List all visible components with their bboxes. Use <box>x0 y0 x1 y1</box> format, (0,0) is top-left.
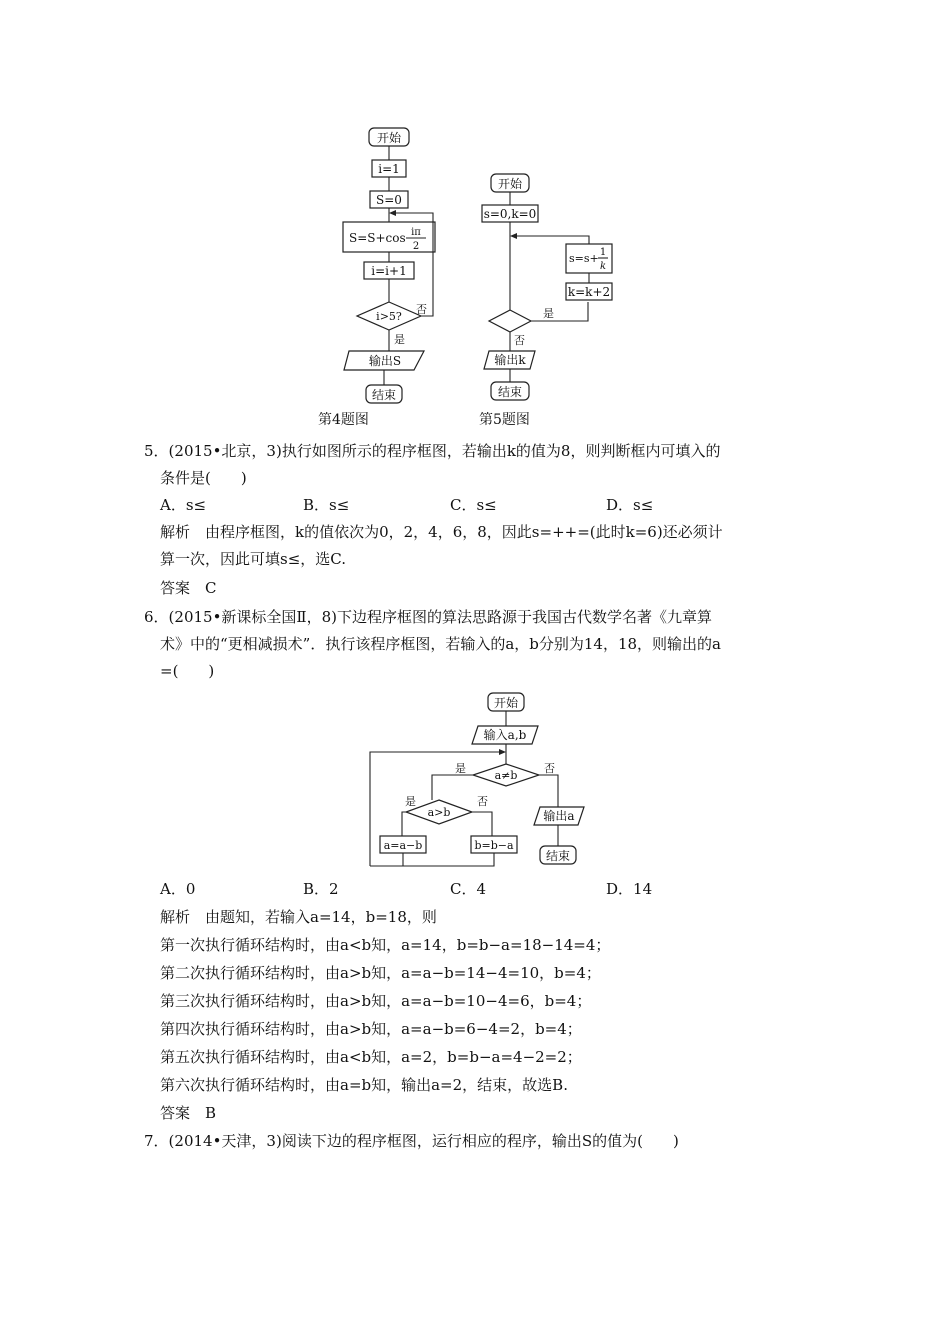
fig5-no-label: 否 <box>514 334 525 347</box>
fig4-flowchart <box>343 128 435 403</box>
q6-no2-label: 否 <box>477 795 488 808</box>
q5-option-c: C．s≤ <box>450 496 497 514</box>
fig4-i-inc-text: i=i+1 <box>371 264 407 278</box>
q6-option-c: C．4 <box>450 880 487 898</box>
q6-start-text: 开始 <box>493 696 519 710</box>
q5-option-d: D．s≤ <box>606 496 654 514</box>
q6-option-a: A．0 <box>160 880 196 898</box>
fig5-init-text: s=0,k=0 <box>483 207 537 221</box>
q6-stem-line1: 6．(2015•新课标全国Ⅱ，8)下边程序框图的算法思路源于我国古代数学名著《九章算 <box>144 608 713 626</box>
q5-option-a: A．s≤ <box>160 496 207 514</box>
q6-analysis-intro: 解析 由题知，若输入a=14，b=18，则 <box>160 908 437 926</box>
fig4-end-text: 结束 <box>371 388 397 402</box>
q6-answer: 答案 B <box>160 1104 217 1122</box>
q7-stem-line1: 7．(2014•天津，3)阅读下边的程序框图，运行相应的程序，输出S的值为( ) <box>144 1132 679 1150</box>
q6-yes2-label: 是 <box>405 795 416 808</box>
q6-step-3: 第三次执行循环结构时，由a>b知，a=a−b=10−4=6，b=4； <box>160 992 592 1010</box>
q6-option-b: B．2 <box>303 880 339 898</box>
q5-option-b: B．s≤ <box>303 496 350 514</box>
q6-step-2: 第二次执行循环结构时，由a>b知，a=a−b=14−4=10，b=4； <box>160 964 601 982</box>
q5-stem-line2: 条件是( ) <box>160 469 247 487</box>
q6-input-text: 输入a,b <box>483 728 527 742</box>
fig5-flowchart <box>482 174 612 400</box>
q6-assign-a-text: a=a−b <box>383 839 423 852</box>
q6-flowchart <box>360 688 600 870</box>
flowchart-fig4-fig5 <box>0 0 950 440</box>
fig4-caption: 第4题图 <box>318 412 369 428</box>
fig5-caption: 第5题图 <box>479 412 530 428</box>
fig4-start-text: 开始 <box>376 131 402 145</box>
q6-stem-line2: 术》中的“更相减损术”．执行该程序框图，若输入的a，b分别为14，18，则输出的a <box>160 635 722 653</box>
fig5-s-update-text: s=s+ <box>569 252 599 265</box>
fig4-s-update-text: S=S+cos <box>349 231 406 245</box>
fig4-yes-label: 是 <box>394 333 405 346</box>
fig5-yes-label: 是 <box>543 307 554 320</box>
fig4-output-text: 输出S <box>368 354 402 368</box>
fig5-frac-num: 1 <box>599 247 607 258</box>
q6-stem-line3: =( ) <box>160 662 215 680</box>
fig5-end-text: 结束 <box>497 385 523 399</box>
q6-step-4: 第四次执行循环结构时，由a>b知，a=a−b=6−4=2，b=4； <box>160 1020 582 1038</box>
q6-option-d: D．14 <box>606 880 653 898</box>
fig5-k-inc-text: k=k+2 <box>567 285 611 299</box>
fig4-i-init-text: i=1 <box>378 162 400 176</box>
fig5-start-text: 开始 <box>497 177 523 191</box>
fig4-frac-den: 2 <box>412 241 420 252</box>
fig5-frac-den: k <box>599 261 607 272</box>
q6-assign-b-text: b=b−a <box>474 839 514 852</box>
fig4-no-label: 否 <box>416 303 427 316</box>
q5-analysis-line2: 算一次，因此可填s≤，选C. <box>160 550 346 568</box>
fig4-cond-text: i>5? <box>376 310 402 323</box>
q6-output-text: 输出a <box>543 809 575 823</box>
q6-end-text: 结束 <box>545 849 571 863</box>
q6-cond1-text: a≠b <box>494 769 518 782</box>
q5-analysis-line1: 解析 由程序框图，k的值依次为0，2，4，6，8，因此s=++=(此时k=6)还必须计 <box>160 523 723 541</box>
fig5-output-text: 输出k <box>494 353 526 367</box>
fig4-frac-num: iπ <box>411 227 421 238</box>
q6-step-1: 第一次执行循环结构时，由a<b知，a=14，b=b−a=18−14=4； <box>160 936 611 954</box>
fig4-s-init-text: S=0 <box>376 193 402 207</box>
q6-cond2-text: a>b <box>427 806 451 819</box>
q6-yes1-label: 是 <box>455 762 466 775</box>
q6-step-5: 第五次执行循环结构时，由a<b知，a=2，b=b−a=4−2=2； <box>160 1048 582 1066</box>
q6-no1-label: 否 <box>544 762 555 775</box>
q6-step-6: 第六次执行循环结构时，由a=b知，输出a=2，结束，故选B. <box>160 1076 568 1094</box>
fig5-cond-diamond <box>489 310 531 332</box>
q5-answer: 答案 C <box>160 579 217 597</box>
q5-stem-line1: 5．(2015•北京，3)执行如图所示的程序框图，若输出k的值为8，则判断框内可填入的 <box>144 442 721 460</box>
